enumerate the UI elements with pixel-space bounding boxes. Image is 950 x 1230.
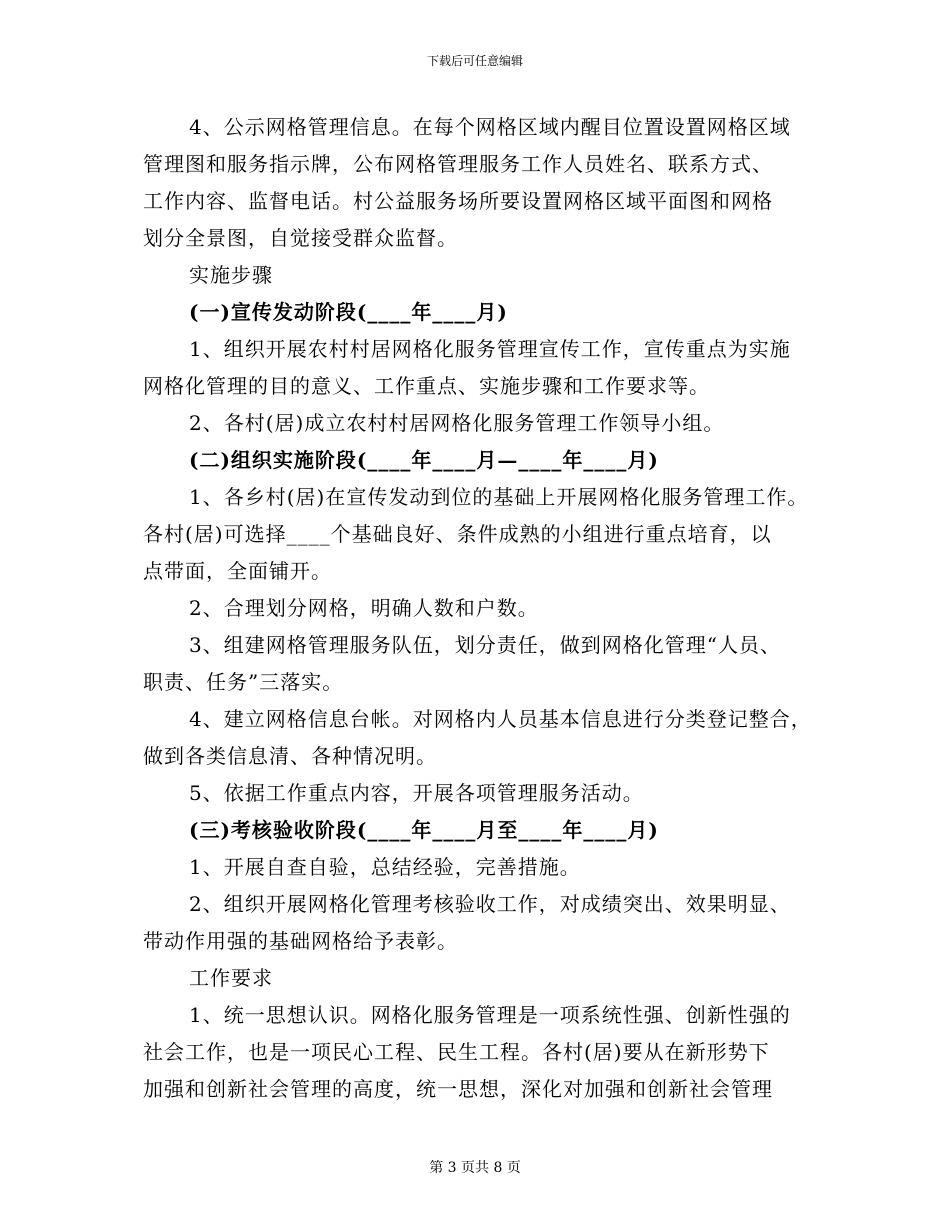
paragraph-line: 3、组建网格管理服务队伍，划分责任，做到网格化管理“人员、: [189, 633, 781, 657]
stage-heading: (三)考核验收阶段(____年____月至____年____月): [189, 818, 659, 842]
paragraph-line: 4、建立网格信息台帐。对网格内人员基本信息进行分类登记整合，: [189, 707, 812, 731]
paragraph-line: 划分全景图，自觉接受群众监督。: [143, 226, 458, 250]
paragraph-line: 网格化管理的目的意义、工作重点、实施步骤和工作要求等。: [143, 374, 710, 398]
paragraph-line: 点带面，全面铺开。: [143, 559, 332, 583]
paragraph-line: 1、统一思想认识。网格化服务管理是一项系统性强、创新性强的: [189, 1003, 791, 1027]
paragraph-line: 2、各村(居)成立农村村居网格化服务管理工作领导小组。: [189, 411, 725, 435]
paragraph-line: 带动作用强的基础网格给予表彰。: [143, 929, 458, 953]
stage-heading: (二)组织实施阶段(____年____月—____年____月): [189, 448, 659, 472]
paragraph-line: 2、合理划分网格，明确人数和户数。: [189, 596, 539, 620]
paragraph-line: 1、开展自查自验，总结经验，完善措施。: [189, 855, 581, 879]
paragraph-line: 做到各类信息清、各种情况明。: [143, 744, 437, 768]
paragraph-line: 加强和创新社会管理的高度，统一思想，深化对加强和创新社会管理: [143, 1077, 773, 1101]
paragraph-line: 1、各乡村(居)在宣传发动到位的基础上开展网格化服务管理工作。: [189, 485, 809, 509]
paragraph-line: 4、公示网格管理信息。在每个网格区域内醒目位置设置网格区域: [189, 115, 791, 139]
paragraph-line: 工作内容、监督电话。村公益服务场所要设置网格区域平面图和网格: [143, 189, 773, 213]
stage-heading: (一)宣传发动阶段(____年____月): [189, 300, 508, 324]
section-heading: 实施步骤: [189, 263, 273, 287]
paragraph-line: 1、组织开展农村村居网格化服务管理宣传工作，宣传重点为实施: [189, 337, 791, 361]
document-body: [143, 109, 823, 1108]
paragraph-line: 社会工作，也是一项民心工程、民生工程。各村(居)要从在新形势下: [143, 1040, 770, 1064]
page-footer: 第 3 页共 8 页: [429, 1160, 521, 1176]
paragraph-line: 管理图和服务指示牌，公布网格管理服务工作人员姓名、联系方式、: [143, 152, 773, 176]
paragraph-line: 5、依据工作重点内容，开展各项管理服务活动。: [189, 781, 644, 805]
paragraph-line: 职责、任务”三落实。: [143, 670, 344, 694]
page-header: 下载后可任意编辑: [426, 54, 523, 68]
paragraph-line: 2、组织开展网格化管理考核验收工作，对成绩突出、效果明显、: [189, 892, 791, 916]
section-heading: 工作要求: [189, 966, 273, 990]
paragraph-line: 各村(居)可选择____个基础良好、条件成熟的小组进行重点培育，以: [143, 522, 772, 546]
